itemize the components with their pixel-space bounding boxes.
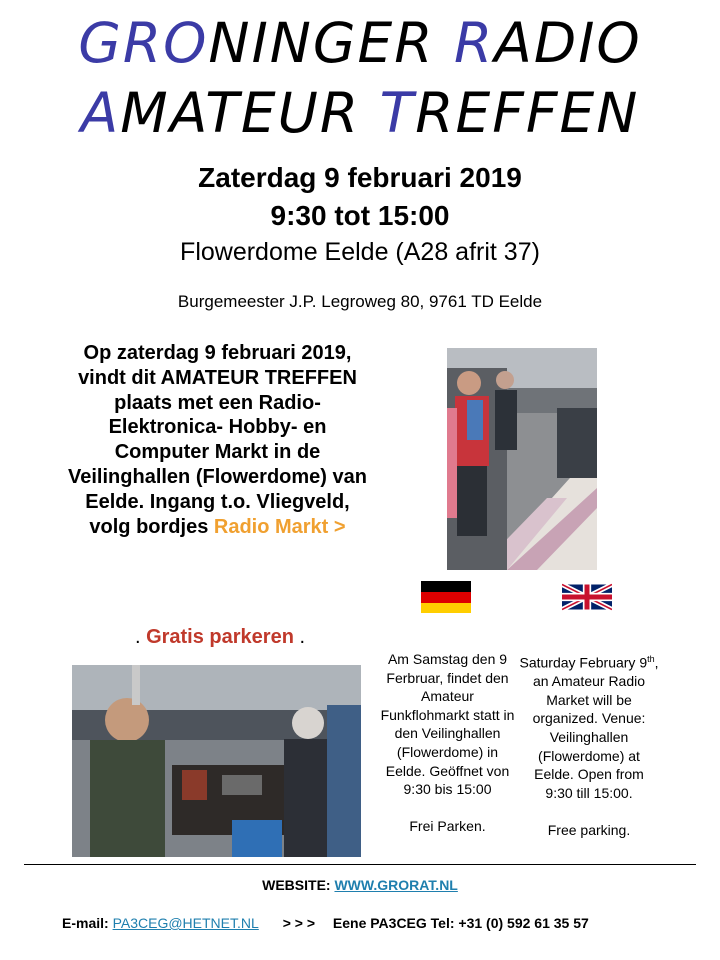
event-time: 9:30 tot 15:00 — [270, 200, 450, 231]
event-address: Burgemeester J.P. Legroweg 80, 9761 TD Eelde — [177, 292, 543, 311]
english-column — [519, 650, 659, 840]
event-venue: Flowerdome Eelde (A28 afrit 37) — [180, 238, 540, 266]
website-label: WEBSITE: — [262, 877, 335, 893]
title-reffen: REFFEN — [415, 81, 640, 145]
title-gro: GRO — [78, 11, 209, 75]
email-link[interactable]: PA3CEG@HETNET.NL — [112, 915, 259, 931]
market-photo-crowd — [72, 665, 361, 857]
title-mateur: MATEUR — [120, 81, 380, 145]
german-column — [380, 650, 515, 836]
english-sup: th — [647, 654, 655, 664]
english-text-post: , an Amateur Radio Market will be organized. Venue: Veilinghallen (Flowerdome) at Eelde. Open from 9:30 till 15:00. — [532, 654, 659, 801]
english-text-pre: Saturday February 9 — [519, 654, 648, 671]
website-line — [0, 877, 720, 893]
english-parking: Free parking. — [547, 822, 631, 838]
event-date: Zaterdag 9 februari 2019 — [198, 162, 522, 193]
footer-divider — [24, 864, 696, 865]
title-r: R — [454, 11, 495, 75]
flag-germany-icon — [421, 581, 471, 613]
title-adio: ADIO — [494, 11, 642, 75]
english-text — [519, 650, 659, 802]
german-parking: Frei Parken. — [409, 818, 486, 835]
title-line-1 — [0, 10, 720, 76]
contact-arrows: > > > — [282, 915, 315, 931]
title-line-2 — [0, 80, 720, 146]
title-ninger: NINGER — [208, 11, 454, 75]
intro-text: Op zaterdag 9 februari 2019, vindt dit AMATEUR TREFFEN plaats met een Radio- Elektronica- Hobby- en Computer Markt in de Veilinghallen (Flowerdome) van Eelde. Ingang t.o. Vliegveld, volg bordjes — [68, 342, 367, 538]
parking-prefix: . — [134, 626, 147, 648]
title-t: T — [379, 81, 416, 145]
parking-suffix: . — [293, 626, 306, 648]
email-label: E-mail: — [62, 915, 113, 931]
contact-line — [62, 915, 702, 931]
german-text: Am Samstag den 9 Ferbruar, findet den Amateur Funkflohmarkt statt in den Veilinghallen (Flowerdome) in Eelde. Geöffnet von 9:30 bis 15:00 — [380, 651, 515, 798]
flag-uk-icon — [562, 581, 612, 613]
intro-paragraph — [65, 341, 370, 539]
market-photo-stalls — [447, 348, 597, 570]
title-a: A — [80, 81, 121, 145]
parking-label: Gratis parkeren — [146, 626, 294, 648]
radio-markt-highlight: Radio Markt > — [213, 515, 346, 538]
contact-phone: Eene PA3CEG Tel: +31 (0) 592 61 35 57 — [332, 915, 589, 931]
website-link[interactable]: WWW.GRORAT.NL — [334, 877, 458, 893]
parking-line — [70, 626, 370, 649]
